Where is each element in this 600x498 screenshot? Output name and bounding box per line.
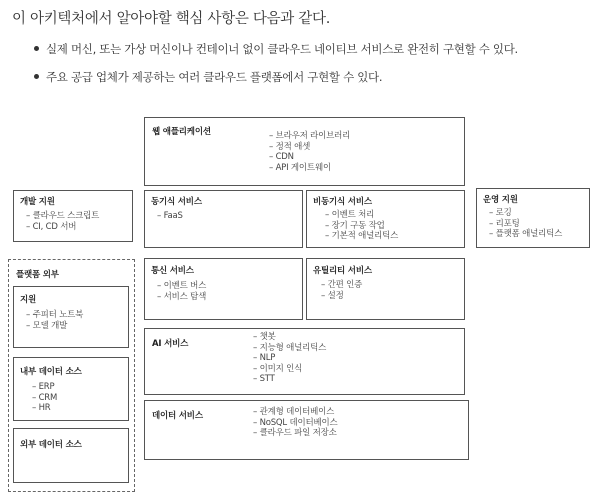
bullet-dot-icon bbox=[34, 46, 39, 51]
async-services-box bbox=[306, 190, 465, 248]
utility-services-items bbox=[321, 280, 362, 301]
list-item: – 주피터 노트북 bbox=[26, 310, 83, 321]
support-title: 지원 bbox=[20, 295, 37, 305]
list-item: – 지능형 애널리틱스 bbox=[253, 343, 326, 354]
list-item: – 클라우드 파일 저장소 bbox=[253, 428, 338, 439]
ai-services-title: AI 서비스 bbox=[152, 339, 189, 349]
intro-text: 이 아키텍처에서 알아야할 핵심 사항은 다음과 같다. bbox=[12, 11, 331, 27]
ops-support-items bbox=[489, 208, 562, 240]
list-item: – FaaS bbox=[157, 211, 183, 222]
ops-support-title: 운영 지원 bbox=[483, 195, 518, 205]
list-item: – 클라우드 스크립트 bbox=[26, 211, 99, 222]
list-item: – 정적 애셋 bbox=[269, 142, 350, 153]
dev-support-box bbox=[13, 190, 133, 242]
ai-services-items bbox=[253, 332, 326, 385]
bullet-text: 실제 머신, 또는 가상 머신이나 컨테이너 없이 클라우드 네이티브 서비스로 완전히 구현할 수 있다. bbox=[46, 42, 518, 56]
sync-services-title: 동기식 서비스 bbox=[151, 197, 202, 207]
list-item: – CDN bbox=[269, 152, 350, 163]
dev-support-title: 개발 지원 bbox=[20, 197, 55, 207]
list-item: – NoSQL 데이터베이스 bbox=[253, 418, 338, 429]
utility-services-box bbox=[306, 258, 465, 320]
list-item: – 관계형 데이터베이스 bbox=[253, 407, 338, 418]
list-item: – API 게이트웨이 bbox=[269, 163, 350, 174]
web-app-title: 웹 애플리케이션 bbox=[152, 127, 211, 137]
list-item: – 이미지 인식 bbox=[253, 364, 326, 375]
list-item: – 이벤트 버스 bbox=[157, 281, 206, 292]
internal-data-items bbox=[32, 382, 57, 414]
list-item: – 간편 인증 bbox=[321, 280, 362, 291]
external-data-box bbox=[13, 428, 129, 483]
list-item: – 기본적 애널리틱스 bbox=[325, 231, 398, 242]
outside-platform-title: 플랫폼 외부 bbox=[16, 270, 59, 280]
bullet-item bbox=[34, 69, 382, 85]
external-data-title: 외부 데이터 소스 bbox=[20, 440, 82, 450]
support-box bbox=[13, 286, 129, 348]
list-item: – ERP bbox=[32, 382, 57, 393]
dev-support-items bbox=[26, 211, 99, 232]
internal-data-title: 내부 데이터 소스 bbox=[20, 367, 82, 377]
list-item: – HR bbox=[32, 403, 57, 414]
web-app-items bbox=[269, 131, 350, 173]
data-services-box bbox=[144, 400, 469, 460]
list-item: – 서비스 탐색 bbox=[157, 292, 206, 303]
ai-services-box bbox=[144, 328, 465, 395]
list-item: – 브라우저 라이브러리 bbox=[269, 131, 350, 142]
internal-data-box bbox=[13, 357, 129, 421]
list-item: – 설정 bbox=[321, 291, 362, 302]
list-item: – CI, CD 서버 bbox=[26, 222, 99, 233]
sync-services-box bbox=[144, 190, 303, 248]
data-services-title: 데이터 서비스 bbox=[152, 411, 203, 421]
list-item: – 챗봇 bbox=[253, 332, 326, 343]
comm-services-box bbox=[144, 258, 303, 320]
bullet-text: 주요 공급 업체가 제공하는 여러 클라우드 플랫폼에서 구현할 수 있다. bbox=[46, 70, 383, 84]
web-app-box bbox=[144, 117, 465, 186]
list-item: – 장기 구동 작업 bbox=[325, 221, 398, 232]
list-item: – STT bbox=[253, 374, 326, 385]
list-item: – 로깅 bbox=[489, 208, 562, 219]
list-item: – 모델 개발 bbox=[26, 321, 83, 332]
list-item: – 이벤트 처리 bbox=[325, 210, 398, 221]
data-services-items bbox=[253, 407, 338, 439]
list-item: – 리포팅 bbox=[489, 219, 562, 230]
bullet-dot-icon bbox=[34, 74, 39, 79]
sync-services-items bbox=[157, 211, 183, 222]
list-item: – NLP bbox=[253, 353, 326, 364]
utility-services-title: 유틸리티 서비스 bbox=[313, 266, 372, 276]
list-item: – CRM bbox=[32, 393, 57, 404]
support-items bbox=[26, 310, 83, 331]
comm-services-items bbox=[157, 281, 206, 302]
list-item: – 플랫폼 애널리틱스 bbox=[489, 229, 562, 240]
comm-services-title: 통신 서비스 bbox=[151, 266, 194, 276]
async-services-items bbox=[325, 210, 398, 242]
ops-support-box bbox=[476, 188, 590, 248]
async-services-title: 비동기식 서비스 bbox=[313, 197, 372, 207]
bullet-item bbox=[34, 41, 518, 57]
